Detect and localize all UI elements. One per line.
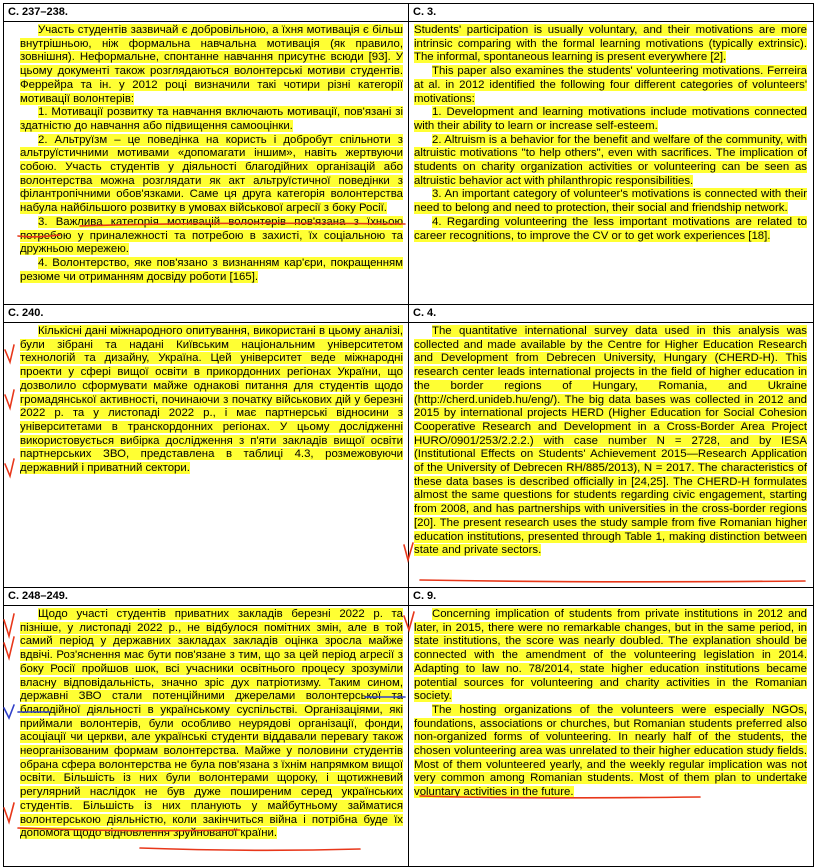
left-text-cell <box>4 606 409 867</box>
paragraph: This paper also examines the students' volunteering motivations. Ferreira at al. in 2012 identified the following four different categories of volunteers' motivations: <box>414 65 807 105</box>
left-text-cell <box>4 323 409 588</box>
left-page-ref: С. 248–249. <box>4 588 409 606</box>
paragraph: The hosting organizations of the volunteers were especially NGOs, foundations, associations or churches, but Romanian students preferred also non-organized forms of volunteering. In nearly half of the students, the chosen volunteering area was unrelated to their higher education study fields. Most of them volunteered yearly, and the weekly regular implication was not very common among Romanian students. Most of them plan to undertake voluntary activities in the future. <box>414 703 807 799</box>
paragraph: 1. Development and learning motivations include motivations connected with their ability to learn or increase self-esteem. <box>414 106 807 132</box>
right-page-ref: C. 4. <box>409 305 814 323</box>
paragraph: 1. Мотивації розвитку та навчання включають мотивації, пов'язані зі здатністю до навчання або підвищення самооцінки. <box>20 106 403 132</box>
right-text-cell <box>409 606 814 867</box>
left-text <box>20 608 403 841</box>
right-text <box>414 24 807 243</box>
left-page-ref: С. 237–238. <box>4 4 409 22</box>
paragraph: 3. An important category of volunteer's motivations is connected with their need to belong and need to protection, their social and friendship network. <box>414 188 807 215</box>
left-text-cell <box>4 22 409 305</box>
right-page-ref: C. 3. <box>409 4 814 22</box>
paragraph: Участь студентів зазвичай є добровільною, а їхня мотивація є більш внутрішньою, ніж формальна навчальна мотивація (як правило, зовнішня). Неформальне, спонтанне навчання присутнє всюди [93]. У цьому документі також розглядаються волонтерські мотиви студентів. Феррейра та ін. у 2012 році визначили такі чотири різні категорії мотивації волонтерів: <box>20 24 403 105</box>
paragraph: Кількісні дані міжнародного опитування, використані в цьому аналізі, були зібрані та надані Київським національним університетом технологій та дизайну, Україна. Цей університет веде міжнародні проекти у сфері вищої освіти в прикордонних регіонах України, що дозволило сформувати майже однакові питання для студентів щодо громадянської активності, починаючи з початку військових дій у березні 2022 р. та у листопаді 2022 р., і має партнерські відносини з університетами в транскордонних регіонах. У цьому дослідженні використовується вибірка дослідження з п'яти закладів вищої освіти партнерських ЗВО, представлена в таблиці 4.3, розмежовуючи державний і приватний сектори. <box>20 325 403 475</box>
left-page-ref: С. 240. <box>4 305 409 323</box>
paragraph: 2. Altruism is a behavior for the benefit and welfare of the community, with altruistic motivations "to help others", even with sacrifices. The implication of students on charity organization activities or volunteering can be seen as altruistic behavior act with philanthropic responsibilities. <box>414 133 807 187</box>
right-text <box>414 608 807 800</box>
left-text <box>20 325 403 476</box>
paragraph: Щодо участі студентів приватних закладів березні 2022 р. та пізніше, у листопаді 2022 р., не відбулося помітних змін, але в той самий період у державних закладах закладів оцінка зросла майже вдвічі. Роз'яснення має бути пов'язане з тим, що за цей період агресії з боку Росії пройшов шок, всі учасники освітнього процесу зрозуміли власну відповідальність, значно зріс дух патріотизму. Таким сином, державні ЗВО стали потенційними джерелами волонтерської та благодійної діяльності в українському суспільстві. Організаціями, які приймали волонтерів, були особливо неурядові організації, фонди, асоціації чи церкви, але українські студенти віддавали перевагу також неорганізованим формам волонтерства. Майже у половини студентів обрана сфера волонтерства не була пов'язана з їхнім напрямком вищої освіти. Більшість із них були волонтерами щороку, і щотижневий регулярний наслідок не був дуже поширеним серед українських студентів. Більшість із них планують у майбутньому займатися волонтерською діяльністю, коли закінчиться війна і потрібна буде їх допомога щодо відновлення зруйнованої країни. <box>20 608 403 840</box>
comparison-table <box>3 3 814 867</box>
paragraph: Concerning implication of students from private institutions in 2012 and later, in 2015, there were no remarkable changes, but in the same period, in state institutions, the score was nearly doubled. The explanation should be connected with the amendment of the volunteering legislation in 2014. Adapting to law no. 78/2014, state higher education institutions became potential sources for volunteering and charity activities in the Romanian society. <box>414 608 807 703</box>
right-text <box>414 325 807 558</box>
paragraph: 3. Важлива категорія мотивацій волонтерів пов'язана з їхньою потребою у приналежності та потребою в захисті, їх соціальною та дружньою мережею. <box>20 215 403 256</box>
right-page-ref: C. 9. <box>409 588 814 606</box>
paragraph: 2. Альтруїзм – це поведінка на користь і добробут спільноти з альтруїстичними мотивами «допомагати іншим», навіть жертвуючи собою. Участь студентів у діяльності благодійних організацій або волонтерства можна розглядати як акт альтруїстичної поведінки з філантропічними обов'язками. Саме ця друга категорія волонтерства набула найбільшого розвитку в умовах військової агресії з боку Росії. <box>20 133 403 215</box>
right-text-cell <box>409 323 814 588</box>
paragraph: 4. Regarding volunteering the less important motivations are related to career recognitions, to improve the CV or to get work experiences [18]. <box>414 215 807 242</box>
paragraph: The quantitative international survey data used in this analysis was collected and made available by the Centre for Higher Education Research and Development from Debrecen University, Hungary (CHERD-H). This research center leads international projects in the field of higher education in the border regions of Hungary, Romania, and Ukraine (http://cherd.unideb.hu/eng/). The big data bases was collected in 2012 and 2015 by international projects HERD (Higher Education for Social Cohesion Cooperative Research and Development in a Cross-Border Area Project HURO/0901/253/2.2.2.) with case number N = 2728, and by IESA (Institutional Effects on Students' Achievement 2015—Research Application of the University of Debrecen RH/885/2013), N = 2017. The characteristics of these data bases is described officially in [24,25]. The CHERD-H formulates almost the same questions for students regarding civic engagement, starting from 2008, and has partnerships with universities in the cross-border regions [20]. The present research uses the study sample from five Romanian higher education institutions, presented through Table 1, making distinction between state and private sectors. <box>414 325 807 557</box>
left-text <box>20 24 403 284</box>
paragraph: Students' participation is usually voluntary, and their motivations are more intrinsic comparing with the formal learning motivations (typically extrinsic). The informal, spontaneous learning is present everywhere [2]. <box>414 24 807 64</box>
right-text-cell <box>409 22 814 305</box>
paragraph: 4. Волонтерство, яке пов'язано з визнанням кар'єри, покращенням резюме чи отриманням досвіду роботи [165]. <box>20 256 403 283</box>
